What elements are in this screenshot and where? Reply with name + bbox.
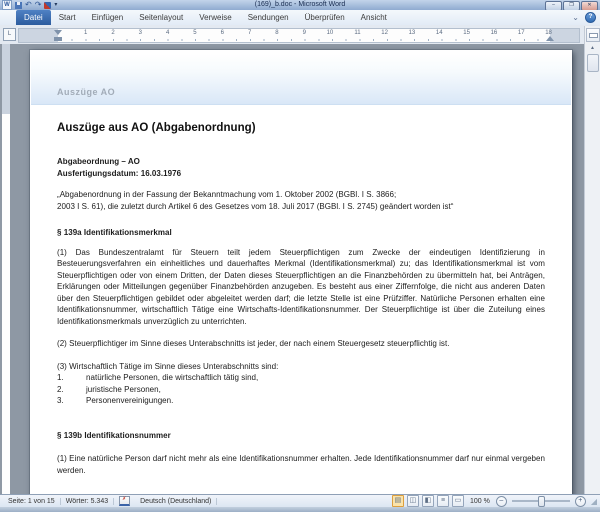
page-header-band[interactable] xyxy=(31,54,571,105)
ruler-ticks xyxy=(58,39,550,41)
scrollbar-thumb[interactable] xyxy=(587,54,599,72)
tab-ueberpruefen[interactable]: Überprüfen xyxy=(304,13,345,22)
window-title: (169)_b.doc - Microsoft Word xyxy=(254,1,346,8)
page-count-status[interactable]: Seite: 1 von 15 xyxy=(3,498,61,505)
tab-start[interactable]: Start xyxy=(58,13,76,22)
page-header-title[interactable]: Auszüge AO xyxy=(57,87,116,97)
ribbon-tab-bar xyxy=(0,10,600,26)
vertical-ruler[interactable] xyxy=(2,44,10,494)
word-logo-icon[interactable]: W xyxy=(2,0,12,10)
tab-sendungen[interactable]: Sendungen xyxy=(247,13,289,22)
quick-access-toolbar xyxy=(2,0,57,10)
tab-seitenlayout[interactable]: Seitenlayout xyxy=(139,13,184,22)
status-bar xyxy=(0,494,600,507)
view-ruler-toggle[interactable] xyxy=(586,28,600,42)
tab-einfuegen[interactable]: Einfügen xyxy=(91,13,124,22)
proofing-status-icon[interactable]: ✗ xyxy=(119,496,130,506)
undo-icon[interactable]: ↶ xyxy=(25,0,32,9)
document-page[interactable] xyxy=(30,50,572,494)
zoom-slider[interactable] xyxy=(512,500,570,502)
web-layout-view-button[interactable]: ◧ xyxy=(422,495,434,507)
collapse-ribbon-icon[interactable]: ⌄ xyxy=(572,12,579,22)
right-indent-marker[interactable] xyxy=(546,36,554,41)
qat-customize-icon[interactable]: ▾ xyxy=(54,2,58,8)
paragraph-3-intro[interactable]: (3) Wirtschaftlich Tätige im Sinne dieses Unterabschnitts sind: xyxy=(57,361,279,371)
close-button[interactable]: ✕ xyxy=(581,1,598,11)
list-item[interactable]: 2. juristische Personen, xyxy=(57,384,161,394)
list-item[interactable]: 3. Personenvereinigungen. xyxy=(57,396,174,405)
language-status[interactable]: Deutsch (Deutschland) xyxy=(135,498,217,505)
save-icon[interactable] xyxy=(15,2,22,9)
zoom-out-button[interactable]: – xyxy=(496,496,507,507)
doc-subtitle-1[interactable]: Abgabeordnung – AO xyxy=(57,157,140,166)
maximize-button[interactable]: ❐ xyxy=(563,1,580,11)
horizontal-ruler[interactable] xyxy=(18,28,580,43)
tab-datei[interactable]: Datei xyxy=(16,10,51,25)
tab-stop-selector[interactable]: L xyxy=(3,28,16,41)
page-content[interactable] xyxy=(57,122,545,476)
paragraph-4[interactable]: (1) Eine natürliche Person darf nicht mehr als eine Identifikationsnummer erhalten. Jede Identifikationsnummer darf nur einmal vergeben werden. xyxy=(57,454,545,475)
list-item[interactable]: 1. natürliche Personen, die wirtschaftlich tätig sind, xyxy=(57,373,259,382)
citation-paragraph[interactable]: „Abgabenordnung in der Fassung der Bekanntmachung vom 1. Oktober 2002 (BGBl. I S. 3866; 2003 I S. 61), die zuletzt durch Artikel 6 des Gesetzes vom 18. Juli 2017 (BGBl. I S. 2745) geändert worden ist“ xyxy=(57,190,454,211)
ruler-numbers: 1 2 3 4 5 6 7 8 9 10 11 12 13 14 15 16 17 18 xyxy=(83,30,552,36)
left-indent-marker[interactable] xyxy=(54,37,62,41)
ruler-row xyxy=(0,25,600,44)
paragraph-2[interactable]: (2) Steuerpflichtiger im Sinne dieses Unterabschnitts ist jeder, der nach einem Steuergesetz steuerpflichtig ist. xyxy=(57,339,450,348)
view-and-zoom-controls xyxy=(392,495,597,507)
doc-subtitle-2[interactable]: Ausfertigungsdatum: 16.03.1976 xyxy=(57,168,182,178)
minimize-button[interactable]: – xyxy=(545,1,562,11)
section-heading-139a[interactable]: § 139a Identifikationsmerkmal xyxy=(57,228,172,237)
ribbon-right-controls xyxy=(572,10,596,25)
vertical-scrollbar[interactable] xyxy=(584,26,600,494)
draft-view-button[interactable]: ▭ xyxy=(452,495,464,507)
print-layout-view-button[interactable]: ▤ xyxy=(392,495,404,507)
window-bottom-edge xyxy=(0,507,600,512)
tab-verweise[interactable]: Verweise xyxy=(199,13,232,22)
zoom-slider-thumb[interactable] xyxy=(538,496,545,507)
first-line-indent-marker[interactable] xyxy=(54,30,62,35)
outline-view-button[interactable]: ≡ xyxy=(437,495,449,507)
word-count-status[interactable]: Wörter: 5.343 xyxy=(61,498,114,505)
help-icon[interactable]: ? xyxy=(585,12,596,23)
custom-tool-icon[interactable] xyxy=(44,2,51,9)
document-area xyxy=(0,44,600,494)
section-heading-139b[interactable]: § 139b Identifikationsnummer xyxy=(57,430,171,440)
resize-grip[interactable]: ◢ xyxy=(590,496,597,506)
scroll-up-arrow[interactable]: ▲ xyxy=(590,45,595,51)
paragraph-1[interactable]: (1) Das Bundeszentralamt für Steuern teilt jedem Steuerpflichtigen zum Zwecke der eindeutigen Identifizierung in Besteuerungsverfahren ein einheitliches und dauerhaftes Merkmal (Identifikationsmerkmal) zu; das Identifikationsmerkmal ist vom Steuerpflichtigen oder von einem Dritten, der Daten dieses Steuerpflichtigen an die Finanzbehörden zu übermitteln hat, bei Anträgen, Erklärungen oder Mitteilungen gegenüber Finanzbehörden anzugeben. Es besteht aus einer Ziffernfolge, die nicht aus anderen Daten über den Steuerpflichtigen gebildet oder abgeleitet werden darf; die letzte Stelle ist eine Prüfziffer. Natürliche Personen erhalten eine Identifikationsnummer, wirtschaftlich Tätige eine Wirtschafts-Identifikationsnummer. Der Steuerpflichtige ist über die Zuteilung eines Identifikationsmerkmals unverzüglich zu unterrichten. xyxy=(57,247,545,326)
tab-ansicht[interactable]: Ansicht xyxy=(360,13,387,22)
fullscreen-reading-view-button[interactable]: ◫ xyxy=(407,495,419,507)
doc-title[interactable]: Auszüge aus AO (Abgabenordnung) xyxy=(57,122,256,134)
zoom-in-button[interactable]: + xyxy=(575,496,586,507)
redo-icon[interactable]: ↷ xyxy=(34,0,42,9)
zoom-level-label[interactable]: 100 % xyxy=(469,497,490,505)
